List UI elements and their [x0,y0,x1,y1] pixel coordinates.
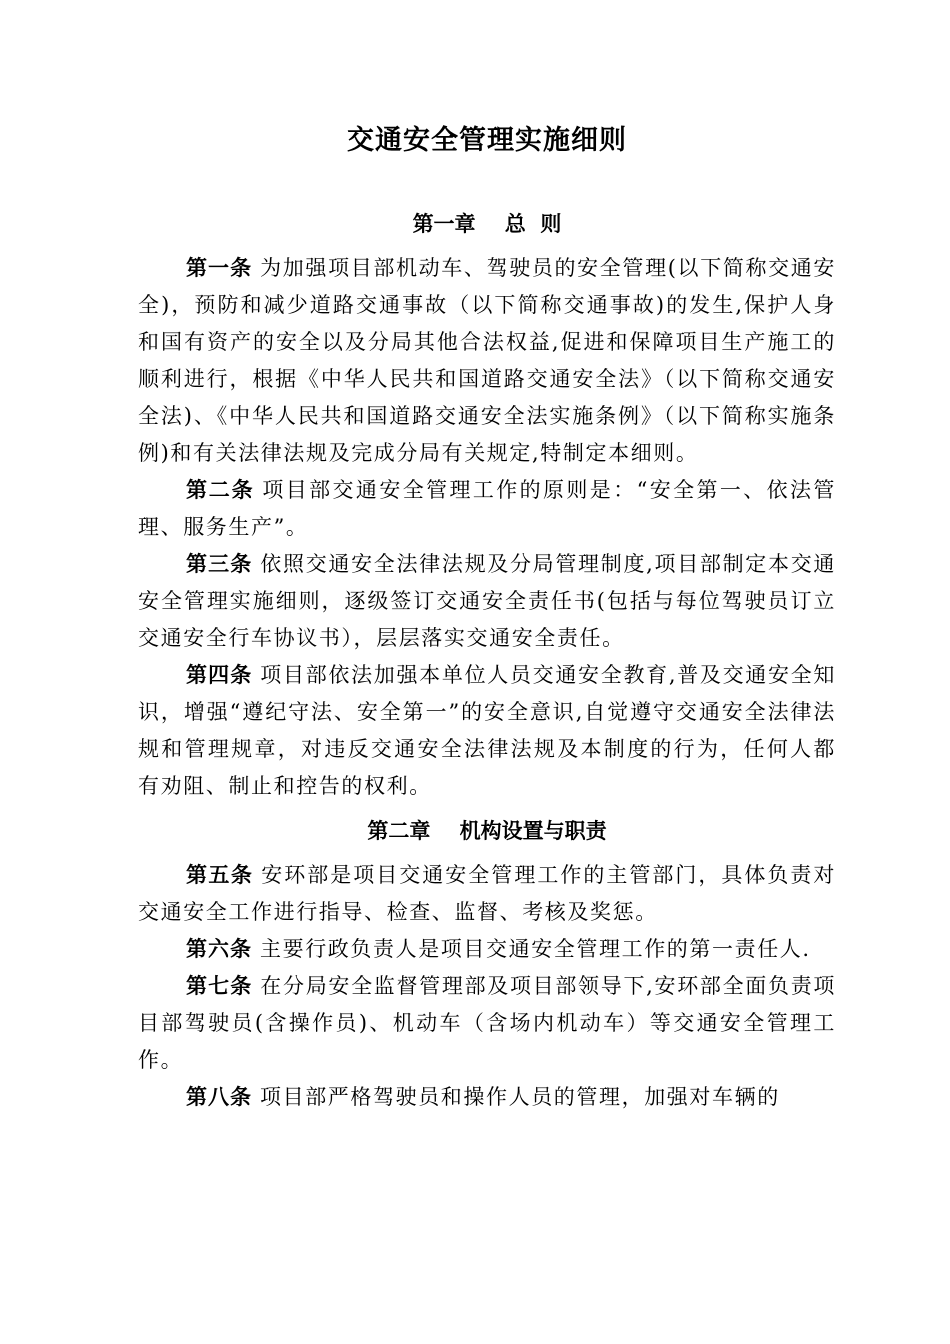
article-label: 第六条 [186,937,252,961]
article-label: 第二条 [186,478,255,502]
article-text: 为加强项目部机动车、驾驶员的安全管理(以下简称交通安全)，预防和减少道路交通事故（以下简称交通事故)的发生,保护人身和国有资产的安全以及分局其他合法权益,促进和保障项目生产施工的顺利进行，根据《中华人民共和国道路交通安全法》（以下简称交通安全法)、《中华人民共和国道路交通安全法实施条例》（以下简称实施条例)和有关法律法规及完成分局有关规定,特制定本细则。 [138,256,837,465]
article-6 [138,931,836,968]
article-text: 依照交通安全法律法规及分局管理制度,项目部制定本交通安全管理实施细则，逐级签订交通安全责任书(包括与每位驾驶员订立交通安全行车协议书），层层落实交通安全责任。 [138,552,836,650]
document-title: 交通安全管理实施细则 [347,125,627,156]
article-8 [138,1079,836,1116]
article-label: 第七条 [186,974,253,998]
article-text: 项目部交通安全管理工作的原则是：“安全第一、依法管理、服务生产”。 [138,478,837,539]
article-text: 项目部严格驾驶员和操作人员的管理，加强对车辆的 [260,1085,780,1109]
chapter-2 [138,811,836,1116]
article-text: 主要行政负责人是项目交通安全管理工作的第一责任人. [260,937,811,961]
article-label: 第三条 [186,552,253,576]
article-4 [138,657,836,805]
article-label: 第八条 [186,1085,252,1109]
article-label: 第一条 [186,256,253,280]
article-7 [138,968,836,1079]
article-3 [138,546,836,657]
article-text: 项目部依法加强本单位人员交通安全教育,普及交通安全知识，增强“遵纪守法、安全第一”的安全意识,自觉遵守交通安全法律法规和管理规章，对违反交通安全法律法规及本制度的行为，任何人都有劝阻、制止和控告的权利。 [138,663,836,798]
chapter-1 [138,204,836,805]
chapter-heading: 第一章 总 则 [412,212,562,236]
article-text: 安环部是项目交通安全管理工作的主管部门，具体负责对交通安全工作进行指导、检查、监督、考核及奖惩。 [138,863,837,924]
chapter-heading: 第二章 机构设置与职责 [367,819,607,843]
article-1 [138,250,836,472]
article-2 [138,472,836,546]
article-5 [138,857,836,931]
article-label: 第五条 [186,863,254,887]
article-label: 第四条 [186,663,253,687]
article-text: 在分局安全监督管理部及项目部领导下,安环部全面负责项目部驾驶员(含操作员)、机动车（含场内机动车）等交通安全管理工作。 [138,974,836,1072]
